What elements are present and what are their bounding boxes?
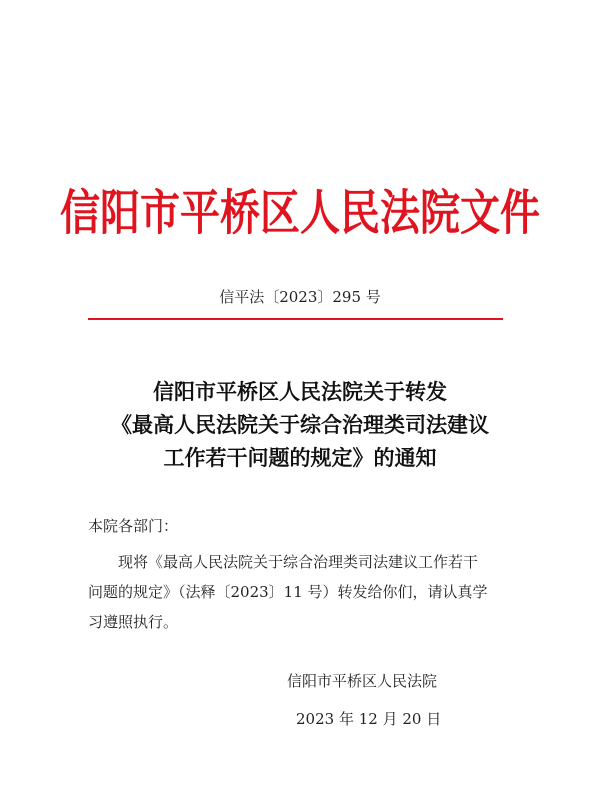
title-line-1: 信阳市平桥区人民法院关于转发	[153, 380, 447, 404]
body-paragraph	[88, 547, 518, 637]
signature: 信阳市平桥区人民法院	[287, 672, 438, 690]
title-line-3: 工作若干问题的规定》的通知	[163, 446, 437, 470]
title-line-2: 《最高人民法院关于综合治理类司法建议	[111, 413, 489, 437]
document-number: 信平法〔2023〕295 号	[219, 288, 381, 306]
body-line-3: 习遵照执行。	[88, 613, 179, 631]
salutation: 本院各部门：	[88, 517, 179, 535]
body-line-1: 现将《最高人民法院关于综合治理类司法建议工作若干	[118, 553, 479, 571]
body-line-2: 问题的规定》（法释〔2023〕11 号）转发给你们，请认真学	[88, 583, 488, 601]
document-header: 信阳市平桥区人民法院文件	[60, 186, 540, 242]
issue-date: 2023 年 12 月 20 日	[296, 710, 442, 728]
document-title	[0, 376, 600, 475]
header-divider	[88, 318, 503, 320]
